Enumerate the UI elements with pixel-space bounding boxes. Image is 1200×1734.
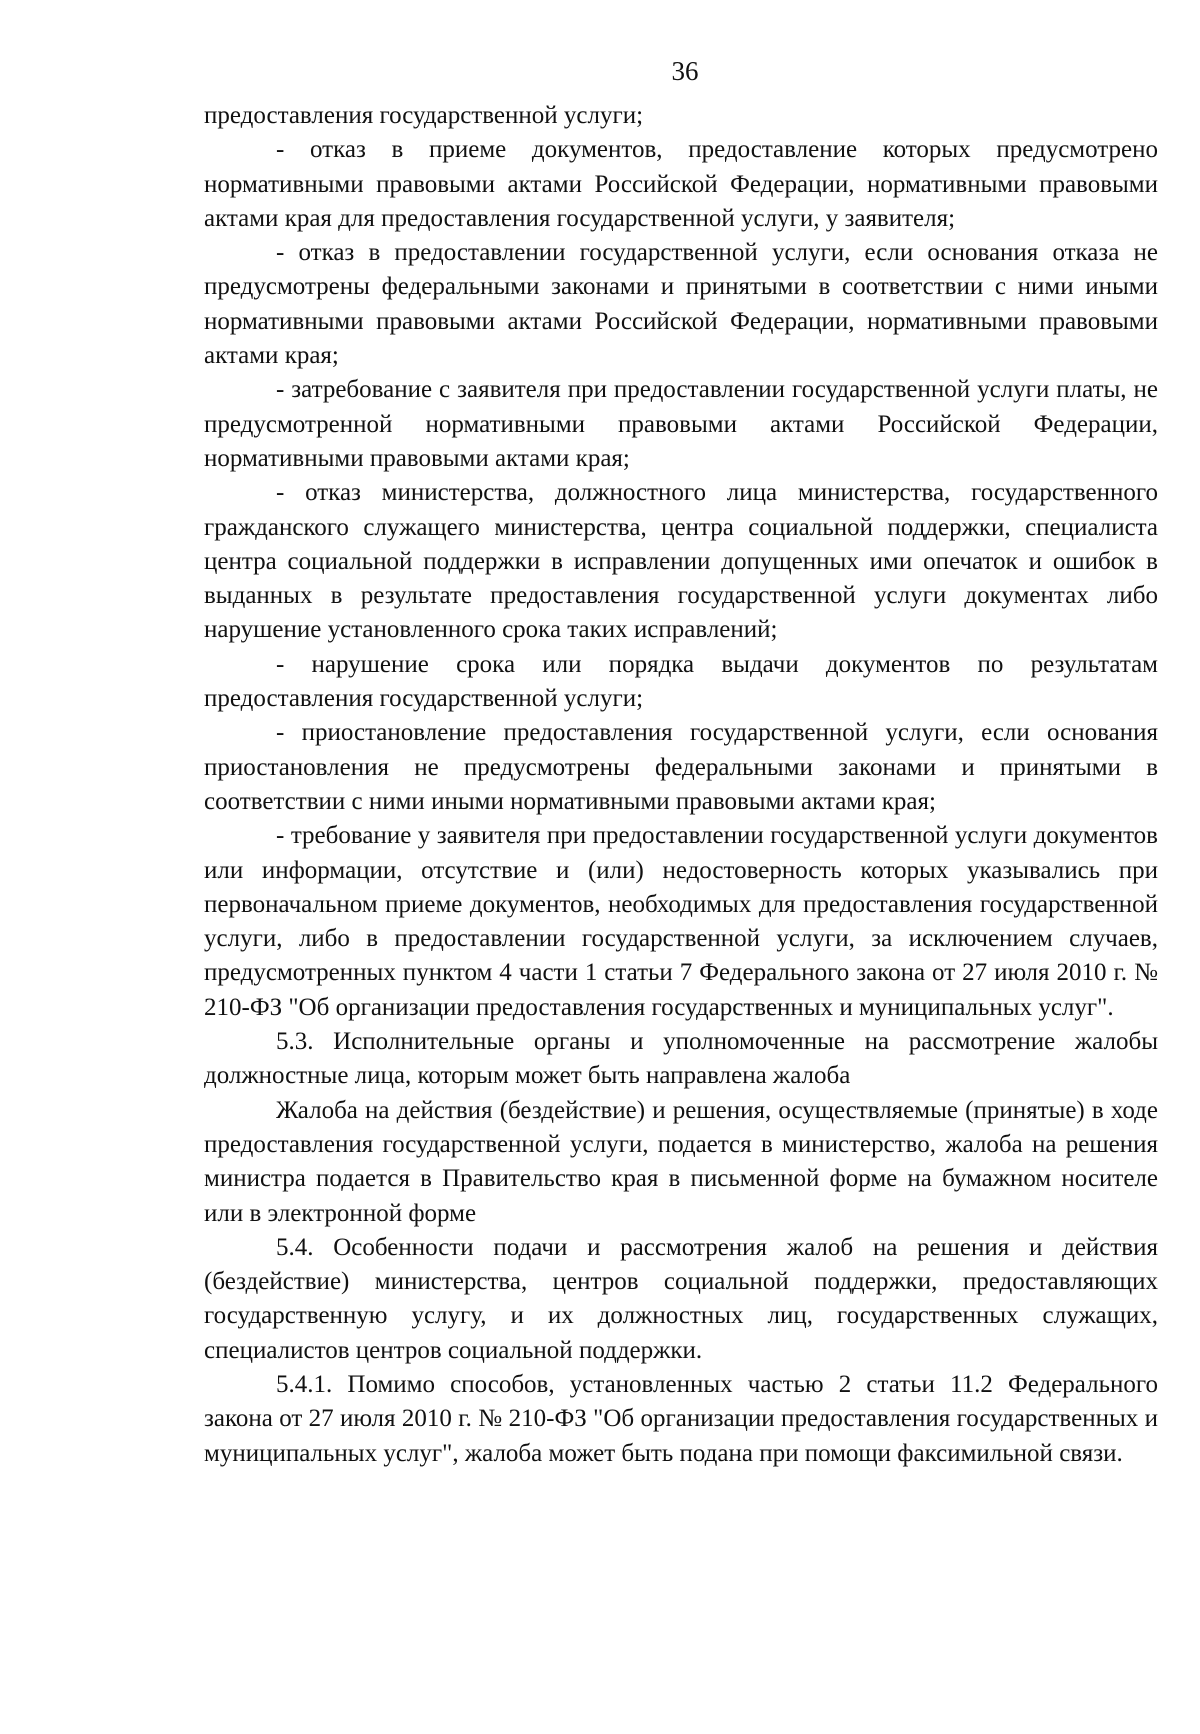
list-item: - требование у заявителя при предоставлении государственной услуги документов или информации, отсутствие и (или) недостоверность которых указывались при первоначальном приеме документов, необходимых для предоставления государственной услуги, либо в предоставлении государственной услуги, за исключением случаев, предусмотренных пунктом 4 части 1 статьи 7 Федерального закона от 27 июля 2010 г. № 210-ФЗ "Об организации предоставления государственных и муниципальных услуг".: [204, 822, 1158, 1021]
list-item: - отказ в предоставлении государственной услуги, если основания отказа не предусмотрены федеральными законами и принятыми в соответствии с ними иными нормативными правовыми актами Российской Федерации, нормативными правовыми актами края;: [204, 239, 1158, 370]
document-body: [204, 99, 1158, 1471]
list-item: - отказ в приеме документов, предоставление которых предусмотрено нормативными правовыми актами Российской Федерации, нормативными правовыми актами края для предоставления государственной услуги, у заявителя;: [204, 136, 1158, 232]
list-item: - нарушение срока или порядка выдачи документов по результатам предоставления государственной услуги;: [204, 650, 1158, 713]
paragraph: Жалоба на действия (бездействие) и решения, осуществляемые (принятые) в ходе предоставления государственной услуги, подается в министерство, жалоба на решения министра подается в Правительство края в письменной форме на бумажном носителе или в электронной форме: [204, 1096, 1158, 1227]
paragraph: 5.4.1. Помимо способов, установленных частью 2 статьи 11.2 Федерального закона от 27 июля 2010 г. № 210-ФЗ "Об организации предоставления государственных и муниципальных услуг", жалоба может быть подана при помощи факсимильной связи.: [204, 1370, 1158, 1467]
list-item: - приостановление предоставления государственной услуги, если основания приостановления не предусмотрены федеральными законами и принятыми в соответствии с ними иными нормативными правовыми актами края;: [204, 719, 1158, 815]
list-item: - затребование с заявителя при предоставлении государственной услуги платы, не предусмотренной нормативными правовыми актами Российской Федерации, нормативными правовыми актами края;: [204, 376, 1158, 472]
list-item: - отказ министерства, должностного лица министерства, государственного гражданского служащего министерства, центра социальной поддержки, специалиста центра социальной поддержки в исправлении допущенных ими опечаток и ошибок в выданных в результате предоставления государственной услуги документах либо нарушение установленного срока таких исправлений;: [204, 479, 1158, 644]
section-heading: 5.3. Исполнительные органы и уполномоченные на рассмотрение жалобы должностные лица, которым может быть направлена жалоба: [204, 1028, 1158, 1090]
paragraph: предоставления государственной услуги;: [204, 102, 644, 129]
page-number: 36: [671, 56, 699, 86]
section-heading: 5.4. Особенности подачи и рассмотрения жалоб на решения и действия (бездействие) министерства, центров социальной поддержки, предоставляющих государственную услугу, и их должностных лиц, государственных служащих, специалистов центров социальной поддержки.: [204, 1233, 1158, 1364]
